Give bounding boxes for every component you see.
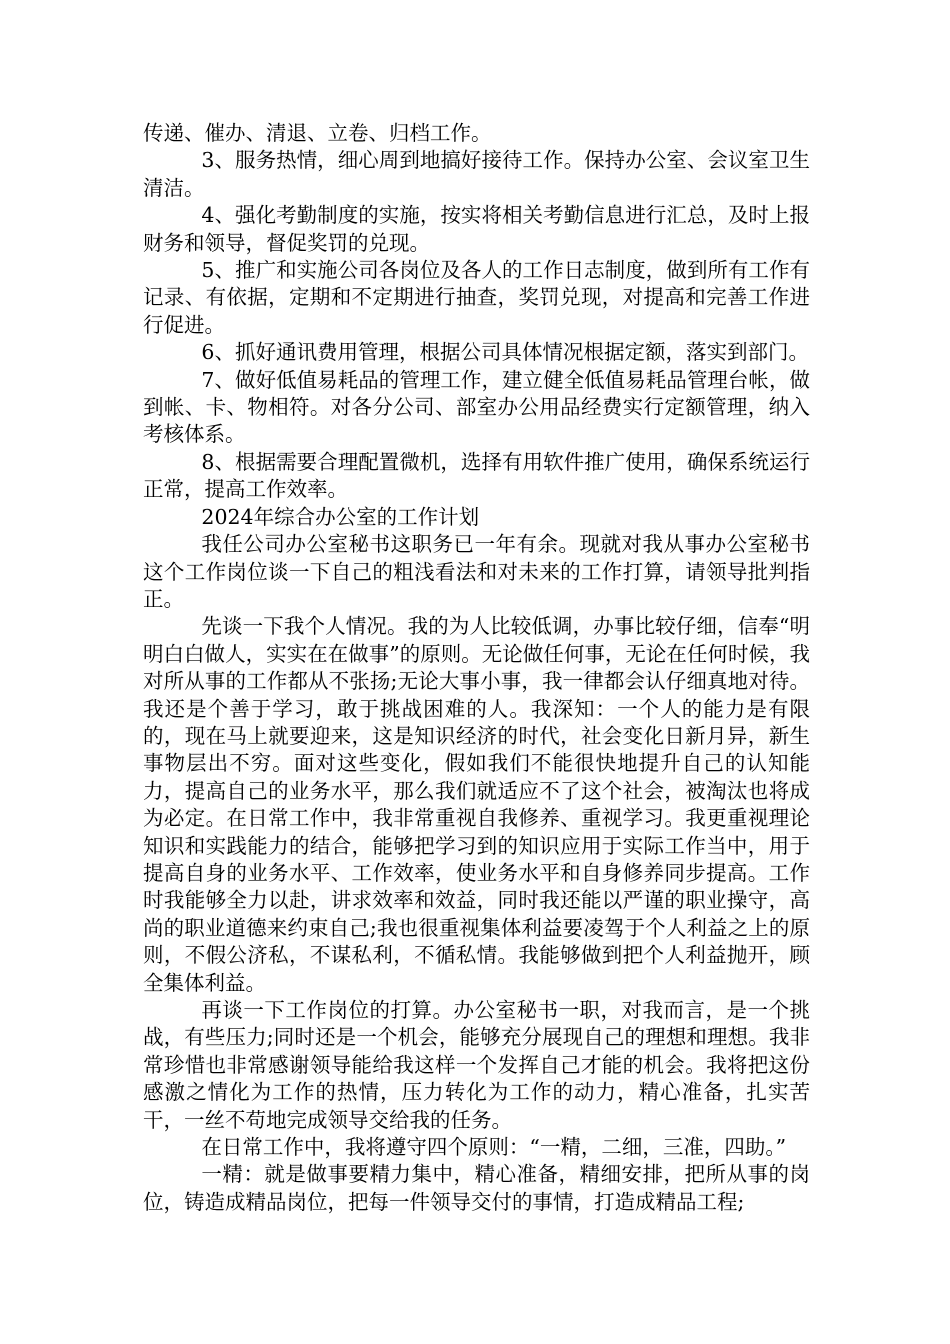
paragraph-principles: 在日常工作中，我将遵守四个原则：“一精，二细，三准，四助。”	[201, 1135, 787, 1160]
paragraph-item-5: 5、推广和实施公司各岗位及各人的工作日志制度，做到所有工作有记录、有依据，定期和不定期进行抽查，奖罚兑现，对提高和完善工作进行促进。	[143, 258, 810, 337]
paragraph-job-plan: 再谈一下工作岗位的打算。办公室秘书一职，对我而言，是一个挑战，有些压力;同时还是一个机会，能够充分展现自己的理想和理想。我非常珍惜也非常感谢领导能给我这样一个发挥自己才能的机会。我将把这份感激之情化为工作的热情，压力转化为工作的动力，精心准备，扎实苦干，一丝不苟地完成领导交给我的任务。	[143, 998, 810, 1132]
plan-title: 2024年综合办公室的工作计划	[201, 504, 480, 529]
paragraph-continuation: 传递、催办、清退、立卷、归档工作。	[143, 121, 492, 145]
paragraph-item-6: 6、抓好通讯费用管理，根据公司具体情况根据定额，落实到部门。	[201, 340, 809, 365]
paragraph-item-3: 3、服务热情，细心周到地搞好接待工作。保持办公室、会议室卫生清洁。	[143, 148, 810, 200]
paragraph-personal: 先谈一下我个人情况。我的为人比较低调，办事比较仔细，信奉“明明白白做人，实实在在做事”的原则。无论做任何事，无论在任何时候，我对所从事的工作都从不张扬;无论大事小事，我一律都会认仔细真地对待。我还是个善于学习，敢于挑战困难的人。我深知：一个人的能力是有限的，现在马上就要迎来，这是知识经济的时代，社会变化日新月异，新生事物层出不穷。面对这些变化，假如我们不能很快地提升自己的认知能力，提高自己的业务水平，那么我们就适应不了这个社会，被淘汰也将成为必定。在日常工作中，我非常重视自我修养、重视学习。我更重视理论知识和实践能力的结合，能够把学习到的知识应用于实际工作当中，用于提高自身的业务水平、工作效率，使业务水平和自身修养同步提高。工作时我能够全力以赴，讲求效率和效益，同时我还能以严谨的职业操守，高尚的职业道德来约束自己;我也很重视集体利益要凌驾于个人利益之上的原则，不假公济私，不谋私利，不循私情。我能够做到把个人利益抛开，顾全集体利益。	[143, 614, 810, 995]
paragraph-principle-one: 一精：就是做事要精力集中，精心准备，精细安排，把所从事的岗位，铸造成精品岗位，把每一件领导交付的事情，打造成精品工程;	[143, 1162, 810, 1214]
paragraph-item-7: 7、做好低值易耗品的管理工作，建立健全低值易耗品管理台帐，做到帐、卡、物相符。对各分公司、部室办公用品经费实行定额管理，纳入考核体系。	[143, 367, 810, 447]
paragraph-intro: 我任公司办公室秘书这职务已一年有余。现就对我从事办公室秘书这个工作岗位谈一下自己的粗浅看法和对未来的工作打算，请领导批判指正。	[143, 532, 810, 611]
paragraph-item-8: 8、根据需要合理配置微机，选择有用软件推广使用，确保系统运行正常，提高工作效率。	[143, 449, 810, 502]
paragraph-item-4: 4、强化考勤制度的实施，按实将相关考勤信息进行汇总，及时上报财务和领导，督促奖罚的兑现。	[143, 203, 810, 255]
document-page	[143, 120, 810, 1216]
